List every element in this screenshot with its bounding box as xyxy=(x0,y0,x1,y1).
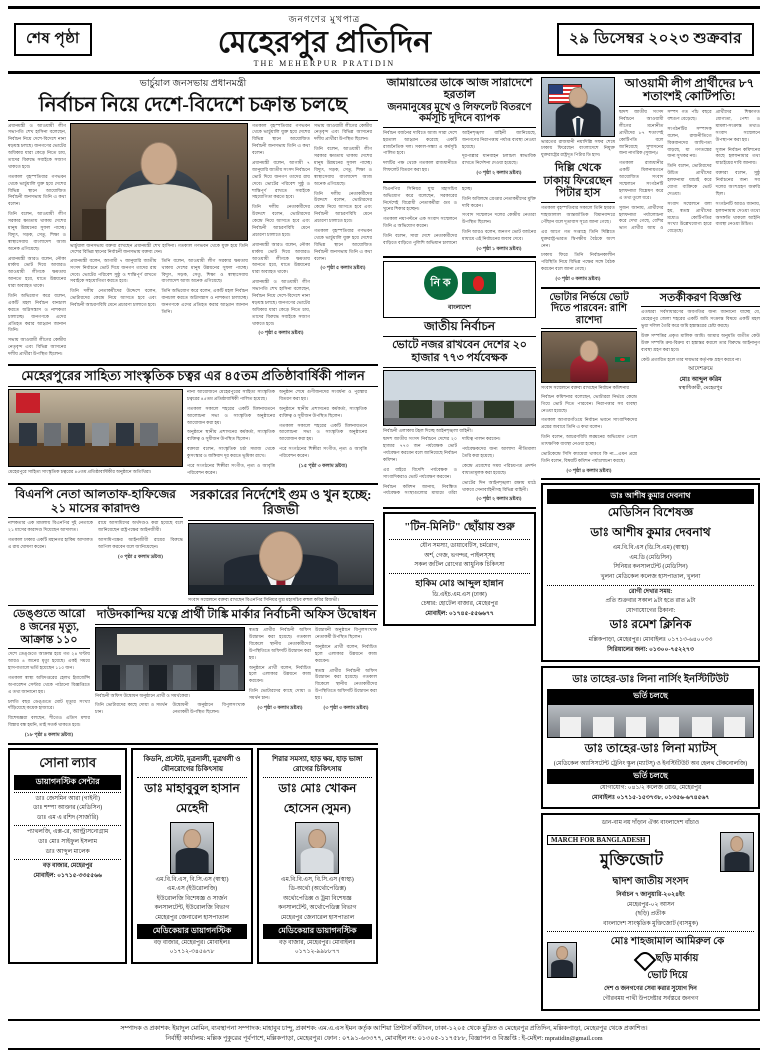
ad-muktijot-title: মুক্তিজোট xyxy=(599,852,664,869)
ad-spine-doctor: ডাঃ মোঃ খোকন হোসেন (সুমন) xyxy=(278,780,357,815)
ad-spine-clinic: মেডিকেয়ার ডায়াগনস্টিক xyxy=(263,924,372,939)
peter-haas-body: গতকাল বৃহস্পতিবার সকালে তিনি হযরত শাহজালাল আন্তর্জাতিক বিমানবন্দরে পৌঁছান বলে দূতাবাস সূত্রে জানা গেছে। এর আগে গত সপ্তাহে তিনি দিল্লিতে যুক্তরাষ্ট্র-ভারত দ্বিপক্ষীয় বৈঠকে অংশ নেন। ঢাকায় ফিরে তিনি নির্বাচনকালীন পরিস্থিতি নিয়ে বিভিন্ন পক্ষের সঙ্গে বৈঠক করবেন বলে জানা গেছে। (৩ পৃষ্ঠা ৩ কলাম দ্রষ্টব্য) xyxy=(541,205,615,283)
rasheda-headline: ভোটার নির্ভয়ে ভোট দিতে পারবেন: রাশি রাশেদা xyxy=(549,291,629,326)
ad-medicine-serial: সিরিয়ালের জন্য: ০১৩০০-৭৫২২৭৩ xyxy=(607,647,694,654)
masthead-date: ২৯ ডিসেম্বর ২০২৩ শুক্রবার xyxy=(557,23,754,56)
notice-signoff: আদেশক্রমে xyxy=(688,366,713,373)
bnp-jail-headline: বিএনপি নেতা আলতাফ-হাফিজের ২১ মাসের কারাদণ্ড xyxy=(15,486,176,515)
tanki-photo xyxy=(95,627,245,691)
ad-kidney-photo xyxy=(170,822,214,874)
ad-shona-line-0: ডাঃ জেসমিন আরা (গাইনী) xyxy=(35,795,100,802)
ad-shona-line-3: প্যাথলজি, এক্স-রে, আল্ট্রাসনোগ্রাম xyxy=(26,829,109,836)
notice-title: সতর্কীকরণ বিজ্ঞপ্তি xyxy=(659,291,742,304)
dengue-body: দেশে ডেঙ্গুতে আক্রান্ত হয়ে গত ২৪ ঘণ্টায় আরও ৪ জনের মৃত্যু হয়েছে। একই সময়ে হাসপাতালে ভর্তি হয়েছেন ১১০ জন। গতকাল স্বাস্থ্য অধিদপ্তরের হেলথ ইমার্জেন্সি অপারেশন সেন্টার থেকে পাঠানো বিজ্ঞপ্তিতে এ তথ্য জানানো হয়। চলতি বছর ডেঙ্গুতে মোট মৃত্যুর সংখ্যা দাঁড়িয়েছে কয়েক হাজারে। বিশেষজ্ঞরা বলছেন, শীতেও এডিস মশার বিস্তার বন্ধ হয়নি, তাই সতর্ক থাকতে হবে। (১৮ পৃষ্ঠা ৪ কলাম দ্রষ্টব্য) xyxy=(8,651,90,739)
lower-row xyxy=(8,608,378,739)
jamaat-headline: জামায়াতের ডাকে আজ সারাদেশে হরতাল xyxy=(386,76,533,102)
election-commission-logo: নি ক xyxy=(424,266,458,300)
shahittya-caption: মেহেরপুরে সাহিত্য সাংস্কৃতিক চত্বরের ৪৫তম প্রতিষ্ঠাবার্ষিকীর অনুষ্ঠানে অতিথিরা। xyxy=(8,468,152,474)
masthead-left-badge: শেষ পৃষ্ঠা xyxy=(14,23,92,56)
shahittya-photo xyxy=(8,389,183,467)
center-region xyxy=(383,77,536,1015)
notice-address: স্বত্বাধিকারী, মেহেরপুর xyxy=(678,385,723,392)
ad-spine-line-0: এম.বি.বি.এস, বি.সি.এস (স্বাস্থ্য) xyxy=(280,876,354,883)
national-election-headline: জাতীয় নির্বাচন xyxy=(423,319,496,334)
national-election-block xyxy=(383,261,536,334)
lead-photo xyxy=(70,123,248,241)
ad-muktijot-symbol2: ছড়ি মার্কায় xyxy=(655,953,699,965)
peter-haas-photo xyxy=(541,77,615,137)
ad-muktijot-candidate: মোঃ শাহজামাল আমিরুল কে xyxy=(610,936,725,948)
lead-col-1: প্রধানমন্ত্রী ও আওয়ামী লীগ সভাপতি শেখ হাসিনা বলেছেন, নির্বাচন নিয়ে দেশে-বিদেশে নানা ষড়যন্ত্র চলছে। জনগণের ভোটের অধিকার যারা কেড়ে নিতে চায়, তাদের বিরুদ্ধে সবাইকে সজাগ থাকতে হবে। গতকাল বৃহস্পতিবার গণভবন থেকে ভার্চুয়ালি যুক্ত হয়ে দেশের বিভিন্ন স্থানে আয়োজিত নির্বাচনী জনসভায় তিনি এ কথা বলেন। তিনি বলেন, আওয়ামী লীগ সরকার ক্ষমতায় থাকায় দেশের মানুষ উন্নয়নের সুফল পাচ্ছে। বিদ্যুৎ, সড়ক, সেতু, শিক্ষা ও স্বাস্থ্যসেবায় বাংলাদেশ আজ অনেক এগিয়েছে। প্রধানমন্ত্রী আরও বলেন, নৌকা মার্কায় ভোট দিয়ে আবারও আওয়ামী লীগকে ক্ষমতায় আনতে হবে, যাতে উন্নয়নের ধারা অব্যাহত থাকে। তিনি অভিযোগ করে বলেন, একটি মহল নির্বাচন বানচাল করতে অগ্নিসন্ত্রাস ও নাশকতা চালাচ্ছে। জনগণকে এদের প্রতিহত করার আহ্বান জানান তিনি। সভায় আওয়ামী লীগের কেন্দ্রীয় নেতৃবৃন্দ এবং বিভিন্ন আসনের দলীয় প্রার্থীরা উপস্থিত ছিলেন। xyxy=(8,122,66,357)
ad-muktijot-footer: গৌরবময় পাথী উপদেষ্টার সর্বস্তরে জনগণ xyxy=(602,995,699,1002)
dengue-headline: ডেঙ্গুতে আরো ৪ জনের মৃত্যু, আক্রান্ত ১১০ xyxy=(12,608,86,646)
tanki-col-1: স্বতন্ত্র প্রার্থীর নির্বাচনী অফিস উদ্বোধন করা হয়েছে। গতকাল বিকেলে স্থানীয় নেতাকর্মীদের উপস্থিতিতে অফিসটি উদ্বোধন করা হয়। অনুষ্ঠানে প্রার্থী বলেন, নির্বাচিত হলে এলাকার উন্নয়নে কাজ করবেন। তিনি ভোটারদের কাছে দোয়া ও সমর্থন চান। (৩ পৃষ্ঠা ৩ কলাম দ্রষ্টব্য) xyxy=(249,627,311,711)
ad-kidney-line-4: মেহেরপুর জেনারেল হাসপাতাল xyxy=(155,914,229,921)
ad-nursing-band: ভর্তি চলছে xyxy=(547,689,754,704)
footer-line-1: সম্পাদক ও প্রকাশক: ইয়াদুল মোমিন, ব্যবস্থাপনা সম্পাদক: মাহাবুব চান্দু, প্রকাশক: এম.এ.এস ইমন কর্তৃক আশিয়া প্রিন্টার্স কাঁটাবন, ঢাকা-১২০৫ থেকে মুদ্রিত ও মেহেরপুর প্রতিদিন, মল্লিকপাড়া, মেহেরপুর থেকে প্রকাশিত। xyxy=(120,1024,648,1032)
peter-haas-story xyxy=(541,77,615,284)
ad-spine-title: শিরার সমস্যা, হাড় ক্ষয়, হাড় ভাঙ্গা রোগের চিকিৎসায় xyxy=(272,754,363,774)
ad-medicine-line-3: খুলনা মেডিকেল কলেজ হাসপাতাল, খুলনা xyxy=(600,574,701,581)
ad-spine-contact: বড় বাজার, মেহেরপুর। মোবাইলঃ ০১৭১২-৯৯৮৮৭৭ xyxy=(279,939,356,956)
right-region xyxy=(541,77,760,1015)
jamaat-body: নির্বাচন বর্জনের দাবিতে আজ সারা দেশে হরতাল আহ্বান করেছে একটি রাজনৈতিক দল। সকাল-সন্ধ্যা এ কর্মসূচি পালিত হবে। দলটির পক্ষ থেকে গতকাল রাজধানীতে লিফলেট বিতরণ করা হয়। আইনশৃঙ্খলা বাহিনী জানিয়েছে, জনগণের নিরাপত্তায় পর্যাপ্ত ব্যবস্থা নেওয়া হয়েছে। দূরপাল্লার যানবাহন চলাচল স্বাভাবিক রাখতে নির্দেশনা দেওয়া হয়েছে। (৩ পৃষ্ঠা ২ কলাম দ্রষ্টব্য) xyxy=(383,129,536,177)
left-region xyxy=(8,77,378,1015)
rasheda-row xyxy=(541,292,760,476)
ad-medicine-line-6: যোগাযোগের ঠিকানা: xyxy=(625,607,676,614)
rizvi-headline: সরকারের নির্দেশেই গুম ও খুন হচ্ছে: রিজভী xyxy=(190,486,372,517)
rizvi-story xyxy=(188,488,374,604)
ad-muktijot-election: নির্বাচন ৭ জানুয়ারি-২০২৪ইং xyxy=(616,892,685,898)
ad-medicine-contact: মল্লিকপাড়া, মেহেরপুর। মোবাইলঃ ০১৭১৩-৬৪০০৩৩ xyxy=(588,637,713,644)
ad-muktijot-parliament: দ্বাদশ জাতীয় সংসদ xyxy=(612,876,689,887)
peter-haas-headline: দিল্লি থেকে ঢাকায় ফিরেছেন পিটার হাস xyxy=(543,162,613,200)
lead-col-4: সভায় আওয়ামী লীগের কেন্দ্রীয় নেতৃবৃন্দ এবং বিভিন্ন আসনের দলীয় প্রার্থীরা উপস্থিত ছিলেন। তিনি বলেন, আওয়ামী লীগ সরকার ক্ষমতায় থাকায় দেশের মানুষ উন্নয়নের সুফল পাচ্ছে। বিদ্যুৎ, সড়ক, সেতু, শিক্ষা ও স্বাস্থ্যসেবায় বাংলাদেশ আজ অনেক এগিয়েছে। তিনি দলীয় নেতাকর্মীদের উদ্দেশে বলেন, ভোটারদের কেন্দ্রে নিয়ে আসতে হবে এবং নির্বাচনী আচরণবিধি মেনে প্রচারণা চালাতে হবে। গতকাল বৃহস্পতিবার গণভবন থেকে ভার্চুয়ালি যুক্ত হয়ে দেশের বিভিন্ন স্থানে আয়োজিত নির্বাচনী জনসভায় তিনি এ কথা বলেন। (৩ পৃষ্ঠা ৫ কলাম দ্রষ্টব্য) xyxy=(314,122,372,272)
jamaat-story xyxy=(383,77,536,178)
lead-story xyxy=(8,77,378,362)
mid-row xyxy=(8,488,378,604)
ad-nursing-photo xyxy=(547,704,754,738)
ad-medicine-line-5: প্রতি শুক্রবার সকাল ৯টা হতে রাত ৯টা xyxy=(605,598,696,605)
lead-body-under-photo: প্রধানমন্ত্রী বলেন, আগামী ৭ জানুয়ারি জাতীয় সংসদ নির্বাচনে ভোট দিয়ে জনগণ তাদের রায় দেবে। ভোটের পরিবেশ সুষ্ঠু ও শান্তিপূর্ণ রাখতে সবাইকে সহযোগিতা করতে হবে। তিনি দলীয় নেতাকর্মীদের উদ্দেশে বলেন, ভোটারদের কেন্দ্রে নিয়ে আসতে হবে এবং নির্বাচনী আচরণবিধি মেনে প্রচারণা চালাতে হবে। তিনি বলেন, আওয়ামী লীগ সরকার ক্ষমতায় থাকায় দেশের মানুষ উন্নয়নের সুফল পাচ্ছে। বিদ্যুৎ, সড়ক, সেতু, শিক্ষা ও স্বাস্থ্যসেবায় বাংলাদেশ আজ অনেক এগিয়েছে। তিনি অভিযোগ করে বলেন, একটি মহল নির্বাচন বানচাল করতে অগ্নিসন্ত্রাস ও নাশকতা চালাচ্ছে। জনগণকে এদের প্রতিহত করার আহ্বান জানান তিনি। xyxy=(70,257,248,315)
ad-muktijot-vote: ভোট দিয়ে xyxy=(647,970,688,982)
ad-tin-line-2: সকল জটিল রোগের আধুনিক চিকিৎসা xyxy=(414,562,505,569)
shahittya-headline: মেহেরপুরের সাহিত্য সাংস্কৃতিক চত্বর এর ৪৫তম প্রতিষ্ঠাবার্ষিকী পালন xyxy=(21,368,365,383)
observer-photo xyxy=(383,370,536,426)
tanki-caption: নির্বাচনী অফিস উদ্বোধন অনুষ্ঠানে প্রার্থী ও সমর্থকেরা। xyxy=(95,693,191,699)
ad-nursing-institute[interactable] xyxy=(541,666,760,810)
ad-spine-photo xyxy=(295,822,339,874)
ad-shona-title: সোনা ল্যাব xyxy=(39,754,97,770)
ad-muktijot-symbol: (ছড়ি) প্রতীক xyxy=(635,911,666,918)
shahittya-col-1: নানা আয়োজনে মেহেরপুরের সাহিত্য সাংস্কৃতিক চত্বরের ৪৫তম প্রতিষ্ঠাবার্ষিকী পালিত হয়েছে। গতকাল সকালে শহরের একটি মিলনায়তনে আলোচনা সভা ও সাংস্কৃতিক অনুষ্ঠানের আয়োজন করা হয়। অনুষ্ঠানে স্থানীয় প্রশাসনের কর্মকর্তা, সাংস্কৃতিক ব্যক্তিত্ব ও সুধীজন উপস্থিত ছিলেন। বক্তারা বলেন, সাংস্কৃতিক চর্চা সমাজ থেকে কুসংস্কার ও জঙ্গিবাদ দূর করতে ভূমিকা রাখে। পরে সংগঠনের শিল্পীরা সংগীত, নৃত্য ও আবৃত্তি পরিবেশন করেন। xyxy=(187,388,275,475)
ad-nursing-contact: যোগাযোগ: ০৪১/২ কলেজ রোড, মেহেরপুর xyxy=(599,785,702,792)
bottom-ads-left xyxy=(8,748,378,968)
ad-muktijot-seat: মেহেরপুর-০২ আসন xyxy=(626,901,675,908)
ad-medicine-title: মেডিসিন বিশেষজ্ঞ xyxy=(607,505,694,520)
ad-medicine-band: ডাঃ আশীষ কুমার দেবনাথ xyxy=(547,489,754,504)
masthead-title: মেহেরপুর প্রতিদিন xyxy=(217,26,432,59)
ad-spine-line-3: কনসালটেন্ট, অর্থোপেডিক্স বিভাগ xyxy=(278,905,357,912)
ad-nursing-band2: ভর্তি চলছে xyxy=(547,769,754,784)
rasheda-story xyxy=(541,292,637,476)
bnp-jail-story xyxy=(8,488,183,604)
ad-muktijot-org: বাংলাদেশ সাংস্কৃতিক মুক্তিজোট (বাসমুক) xyxy=(603,920,698,927)
ad-kidney[interactable] xyxy=(131,748,252,964)
bangladesh-flag-icon xyxy=(462,272,496,294)
shahittya-story xyxy=(8,369,378,480)
ad-shona-band: ডায়াগনস্টিক সেন্টার xyxy=(14,775,121,790)
ad-kidney-clinic: মেডিকেয়ার ডায়াগনস্টিক xyxy=(137,924,246,939)
kotipoti-story xyxy=(619,77,760,284)
notice-signer: মোঃ আব্দুল করিম xyxy=(679,377,722,384)
ad-tin-minute[interactable] xyxy=(383,512,536,626)
ad-muktijot[interactable] xyxy=(541,813,760,1010)
observer-story xyxy=(383,339,536,504)
lead-kicker: ভার্চুয়াল জনসভায় প্রধানমন্ত্রী xyxy=(139,78,247,89)
ad-muktijot-slogan: দেশ ও জনগণের সেবা করার সুযোগ দিন xyxy=(604,986,697,993)
ad-kidney-line-2: ইউরোলজি বিশেষজ্ঞ ও সার্জন xyxy=(156,895,228,902)
ad-spine[interactable] xyxy=(257,748,378,964)
ad-shona-line-5: ডাঃ আব্দুল মালেক xyxy=(45,848,90,855)
ad-medicine-line-4: রোগী দেখার সময়: xyxy=(628,588,673,595)
nid-badge-bottom: বাংলাদেশ xyxy=(448,305,471,312)
masthead-center xyxy=(92,12,557,68)
rizvi-photo xyxy=(188,523,374,595)
ad-medicine-name: ডাঃ আশীষ কুমার দেবনাথ xyxy=(590,525,711,540)
ad-muktijot-candidate-photo xyxy=(547,942,577,978)
notice-block xyxy=(641,292,760,476)
ad-medicine-line-2: সিনিয়র কনসালটেন্ট (মেডিসিন) xyxy=(613,564,688,571)
rizvi-caption: সংবাদ সম্মেলনে বক্তব্য রাখছেন বিএনপির সিনিয়র যুগ্ম মহাসচিব রুহুল কবির রিজভী। xyxy=(188,596,339,602)
rasheda-caption: সংবাদ সম্মেলনে বক্তব্য রাখছেন নির্বাচন কমিশনার xyxy=(541,385,630,391)
ad-kidney-doctor: ডাঃ মাহাবুবুল হাসান মেহেদী xyxy=(144,780,240,815)
ad-muktijot-photo xyxy=(720,832,754,872)
ad-nursing-name: ডাঃ তাহের-ডাঃ লিনা ম্যাটস্ xyxy=(584,740,717,755)
ad-tin-title: "টিন-মিনিট" ছোঁয়ায় শুরু xyxy=(404,520,515,533)
lead-headline: নির্বাচন নিয়ে দেশে-বিদেশে চক্রান্ত চলছে xyxy=(38,93,348,116)
peter-haas-body-top: ভারতের রাজধানী নয়াদিল্লি সফর শেষে ঢাকায় ফিরেছেন বাংলাদেশে নিযুক্ত যুক্তরাষ্ট্রের রাষ্ট্রদূত পিটার ডি হাস। xyxy=(541,138,615,158)
ad-tin-line-5: চেম্বার: হোটেল বাজার, মেহেরপুর xyxy=(421,601,498,608)
ad-nursing-sub: (মেডিকেল অ্যাসিসটেন্ট ট্রেনিং স্কুল (ম্যাটস্) ও ইনস্টিটিউট অব হেলথ টেকনোলজি) xyxy=(553,760,748,767)
bnp-jail-body: নাশকতার এক মামলায় বিএনপির দুই নেতাকে ২১ মাসের কারাদণ্ড দিয়েছেন আদালত। গতকাল ঢাকার একটি মহানগর হাকিম আদালত এ রায় ঘোষণা করেন। রায়ে আসামিদের অর্থদণ্ডও করা হয়েছে বলে জানিয়েছেন রাষ্ট্রপক্ষের আইনজীবী। আসামিপক্ষের আইনজীবী রায়ের বিরুদ্ধে আপিল করবেন বলে জানিয়েছেন। (৩ পৃষ্ঠা ৫ কলাম দ্রষ্টব্য) xyxy=(8,520,183,560)
footer-line-2: নির্বাহী কার্যালয়: মল্লিক পুকুরের পূর্বপাশে, মল্লিকপাড়া, মেহেরপুর। ফোন : ০৭৯১-৬৩৩৭৭, মোবাইল নং: ০১৩০৫-১১৭৫৮৮, বিজ্ঞাপন ও বিজ্ঞপ্তি : ই-মেইল: mpratidin@gmail.com xyxy=(165,1035,603,1043)
ad-kidney-line-3: কনসালটেন্ট, ইউরোলজি বিভাগ xyxy=(154,905,230,912)
ad-spine-line-2: অর্থোপেডিক্স ও ট্রমা বিশেষজ্ঞ xyxy=(283,895,352,902)
ad-nursing-phones: মোবাইলঃ ০১৭১৫-১৫৩৭৩৮, ০১৩৫৬-৬৭৪৫৬৭ xyxy=(591,794,710,801)
ad-spine-line-4: মেহেরপুর জেনারেল হাসপাতাল xyxy=(280,914,355,921)
ad-shona-phone: মোবাইল: ০১৭১৫-৩৩৫৫৬৬ xyxy=(33,872,102,879)
tanki-story xyxy=(95,608,378,739)
masthead xyxy=(8,6,760,74)
lead-col-3: গতকাল বৃহস্পতিবার গণভবন থেকে ভার্চুয়ালি যুক্ত হয়ে দেশের বিভিন্ন স্থানে আয়োজিত নির্বাচনী জনসভায় তিনি এ কথা বলেন। প্রধানমন্ত্রী বলেন, আগামী ৭ জানুয়ারি জাতীয় সংসদ নির্বাচনে ভোট দিয়ে জনগণ তাদের রায় দেবে। ভোটের পরিবেশ সুষ্ঠু ও শান্তিপূর্ণ রাখতে সবাইকে সহযোগিতা করতে হবে। তিনি দলীয় নেতাকর্মীদের উদ্দেশে বলেন, ভোটারদের কেন্দ্রে নিয়ে আসতে হবে এবং নির্বাচনী আচরণবিধি মেনে প্রচারণা চালাতে হবে। প্রধানমন্ত্রী আরও বলেন, নৌকা মার্কায় ভোট দিয়ে আবারও আওয়ামী লীগকে ক্ষমতায় আনতে হবে, যাতে উন্নয়নের ধারা অব্যাহত থাকে। প্রধানমন্ত্রী ও আওয়ামী লীগ সভাপতি শেখ হাসিনা বলেছেন, নির্বাচন নিয়ে দেশে-বিদেশে নানা ষড়যন্ত্র চলছে। জনগণের ভোটের অধিকার যারা কেড়ে নিতে চায়, তাদের বিরুদ্ধে সবাইকে সজাগ থাকতে হবে। (৩ পৃষ্ঠা ৫ কলাম দ্রষ্টব্য) xyxy=(252,122,310,337)
ad-tin-line-1: অর্শ, গেজ, ভগন্দর, পাইলস্‌সহ xyxy=(424,552,495,559)
nid-card xyxy=(383,261,536,318)
ad-medicine-line-0: এম.বি.বি.এস (ডি.সি.এম) (স্বাস্থ্য) xyxy=(612,545,689,552)
kotipoti-headline: আওয়ামী লীগ প্রার্থীদের ৮৭ শতাংশই কোটিপতি! xyxy=(624,75,755,104)
lead-photo-caption: ভার্চুয়াল জনসভায় বক্তব্য রাখছেন প্রধানমন্ত্রী শেখ হাসিনা। গতকাল গণভবন থেকে যুক্ত হয়ে তিনি দেশের বিভিন্ন স্থানের নির্বাচনী জনসভায় বক্তব্য দেন। xyxy=(70,242,248,255)
page-footer xyxy=(8,1019,760,1051)
ad-shona-address: বড় বাজার, মেহেরপুর xyxy=(42,863,93,870)
ad-medicine-line-1: এম.ডি (মেডিসিন) xyxy=(629,554,672,561)
ad-kidney-line-0: এম.বি.বি.এস, বি.সি.এস (স্বাস্থ্য) xyxy=(155,876,229,883)
ad-tin-doctor: হাকিম মোঃ আব্দুল হান্নান xyxy=(415,577,504,588)
ad-muktijot-topline: ডান-বাম নয় দাঁড়ান ঐক্য বাংলাদেশ বাঁচাও xyxy=(601,820,700,827)
ad-tin-phone: মোবাইল: ০১৭৪৫-৫৫৬৬৭৭ xyxy=(425,610,494,617)
ad-medicine-clinic: ডাঃ রমেশ ক্লিনিক xyxy=(609,617,692,632)
ad-kidney-title: কিডনি, প্রস্টেট, মূত্রনালী, মূত্রথলী ও যৌনরোগের চিকিৎসায় xyxy=(143,754,241,774)
rasheda-photo xyxy=(541,331,637,383)
tanki-headline: দাউদকান্দিয় যত্নে প্রার্থী টাঙ্কি মার্কার নির্বাচনী অফিস উদ্বোধন xyxy=(96,607,377,622)
ad-medicine-specialist[interactable] xyxy=(541,483,760,661)
rasheda-body: নির্বাচন কমিশনার বলেছেন, ভোটাররা নির্ভয়ে কেন্দ্রে গিয়ে ভোট দিতে পারবেন। নিরাপত্তার সব ব্যবস্থা নেওয়া হয়েছে। গতকাল আগারগাঁওয়ে নির্বাচন ভবনে সাংবাদিকদের প্রশ্নের জবাবে তিনি এ কথা বলেন। তিনি বলেন, আচরণবিধি লঙ্ঘনের অভিযোগ পেলে তাৎক্ষণিক ব্যবস্থা নেওয়া হচ্ছে। ভোটকেন্দ্রে সিসি ক্যামেরা থাকবে কি না—এমন প্রশ্নে তিনি বলেন, বিষয়টি কমিশন পর্যালোচনা করছে। (৩ পৃষ্ঠা ৪ কলাম দ্রষ্টব্য) xyxy=(541,393,637,474)
page-columns xyxy=(8,77,760,1015)
rizvi-body: বিএনপির সিনিয়র যুগ্ম মহাসচিব অভিযোগ করে বলেছেন, সরকারের নির্দেশেই বিরোধী নেতাকর্মীরা গুম ও খুনের শিকার হচ্ছেন। গতকাল নয়াপল্টনে এক সংবাদ সম্মেলনে তিনি এ অভিযোগ করেন। তিনি বলেন, সারা দেশে নেতাকর্মীদের বাড়িতে বাড়িতে পুলিশি অভিযান চালানো হচ্ছে। তিনি অবিলম্বে গ্রেপ্তার নেতাকর্মীদের মুক্তি দাবি করেন। সংবাদ সম্মেলনে দলের কেন্দ্রীয় নেতারা উপস্থিত ছিলেন। তিনি আরও বলেন, জনগণ ভোট বর্জনের মাধ্যমে এই নির্বাচনের জবাব দেবে। (৩ পৃষ্ঠা ১ কলাম দ্রষ্টব্য) xyxy=(383,185,536,252)
tanki-col-2: উদ্বোধনী অনুষ্ঠানে বিপুলসংখ্যক নেতাকর্মী উপস্থিত ছিলেন। অনুষ্ঠানে প্রার্থী বলেন, নির্বাচিত হলে এলাকার উন্নয়নে কাজ করবেন। স্বতন্ত্র প্রার্থীর নির্বাচনী অফিস উদ্বোধন করা হয়েছে। গতকাল বিকেলে স্থানীয় নেতাকর্মীদের উপস্থিতিতে অফিসটি উদ্বোধন করা হয়। (৩ পৃষ্ঠা ৩ কলাম দ্রষ্টব্য) xyxy=(315,627,377,711)
ad-kidney-line-1: এম.এস (ইউরোলজি) xyxy=(166,886,218,893)
kotipoti-body: দ্বাদশ জাতীয় সংসদ নির্বাচনে আওয়ামী লীগের মনোনীত প্রার্থীদের ৮৭ শতাংশই কোটিপতি বলে জানিয়েছে সুশাসনের জন্য নাগরিক (সুজন)। গতকাল রাজধানীর একটি মিলনায়তনে আয়োজিত সংবাদ সম্মেলনে সংগঠনটি হলফনামা বিশ্লেষণ করে এ তথ্য তুলে ধরে। সুজন জানায়, প্রার্থীদের হলফনামা পর্যালোচনা করে দেখা গেছে, বেশির ভাগ প্রার্থীর আয় ও সম্পদ গত পাঁচ বছরে বহুগুণ বেড়েছে। সংগঠনটির সম্পাদক বলেন, রাজনীতিতে বিত্তবানদের আধিপত্য বাড়ছে, যা গণতন্ত্রের জন্য সুখকর নয়। তিনি বলেন, ভোটারদের উচিত প্রার্থীদের হলফনামা যাচাই করে যোগ্য ব্যক্তিকে ভোট দেওয়া। সংবাদ সম্মেলনে বলা হয়, স্বতন্ত্র প্রার্থীদের মধ্যেও কোটিপতির সংখ্যা উল্লেখযোগ্য হারে বেড়েছে। প্রার্থীদের শিক্ষাগত যোগ্যতা, পেশা ও মামলা-সংক্রান্ত তথ্যও সংবাদ সম্মেলনে উপস্থাপন করা হয়। সুজন নির্বাচন কমিশনের কাছে হলফনামার তথ্য যাচাইয়ের দাবি জানায়। বক্তারা বলেন, সুষ্ঠু নির্বাচনের জন্য সব দলের অংশগ্রহণ জরুরি ছিল। সংগঠনটি আরও জানায়, হলফনামায় দেওয়া তথ্যে অসঙ্গতি থাকলে আইনি ব্যবস্থা নেওয়া উচিত। xyxy=(619,109,760,234)
masthead-kicker: জনগণের মুখপাত্র xyxy=(288,14,361,24)
ad-nursing-title: ডাঃ তাহের-ডাঃ লিনা নার্সিং ইনস্টিটিউট xyxy=(572,673,729,685)
right-top-row xyxy=(541,77,760,284)
ad-muktijot-march: MARCH FOR BANGLADESH xyxy=(547,835,650,845)
ad-shona-line-2: ডাঃ এম এ রশিদ (সার্জারি) xyxy=(36,814,99,821)
ad-tin-line-0: যৌন সমস্যা, ডায়াবেটিস, চর্মরোগ, xyxy=(419,542,499,549)
ad-shona-lab[interactable] xyxy=(8,748,127,964)
dengue-story xyxy=(8,608,90,739)
notice-body: এতদ্বারা সর্বসাধারণের অবগতির জন্য জানানো যাচ্ছে যে, মেহেরপুর জেলা শহরের একটি জমি সংক্রান্ত বিষয়ে একটি মহল ভুয়া দলিল তৈরি করে জমি হস্তান্তরের চেষ্টা করছে। উক্ত সম্পত্তির প্রকৃত মালিক আমি। আমার অনুমতি ব্যতীত কেউ উক্ত সম্পত্তি ক্রয়-বিক্রয় বা হস্তান্তর করলে তার বিরুদ্ধে আইনানুগ ব্যবস্থা গ্রহণ করা হবে। কেউ প্রতারিত হলে তার দায়ভার কর্তৃপক্ষ গ্রহণ করবে না। xyxy=(641,309,760,362)
ad-spine-line-1: ডি-অর্থো (অর্থোপেডিক্স) xyxy=(288,886,346,893)
ad-kidney-contact: বড় বাজার, মেহেরপুর। মোবাইলঃ ০১৭১২-৩৪৫৬৭৮ xyxy=(153,939,231,956)
ad-tin-line-4: ডি.এইচ.এম.এস (ঢাকা) xyxy=(432,591,487,598)
tanki-body-lower: তিনি ভোটারদের কাছে দোয়া ও সমর্থন চান। উদ্বোধনী অনুষ্ঠানে বিপুলসংখ্যক নেতাকর্মী উপস্থিত ছিলেন। xyxy=(95,701,245,714)
shahittya-col-2: অনুষ্ঠান শেষে গুণীজনদের সংবর্ধনা ও পুরস্কার বিতরণ করা হয়। অনুষ্ঠানে স্থানীয় প্রশাসনের কর্মকর্তা, সাংস্কৃতিক ব্যক্তিত্ব ও সুধীজন উপস্থিত ছিলেন। গতকাল সকালে শহরের একটি মিলনায়তনে আলোচনা সভা ও সাংস্কৃতিক অনুষ্ঠানের আয়োজন করা হয়। পরে সংগঠনের শিল্পীরা সংগীত, নৃত্য ও আবৃত্তি পরিবেশন করেন। (১৫ পৃষ্ঠা ৩ কলাম দ্রষ্টব্য) xyxy=(279,388,367,469)
observer-caption: নির্বাচনী এলাকায় টহল দিচ্ছে আইনশৃঙ্খলা বাহিনী। xyxy=(383,427,473,433)
ad-shona-line-4: ডাঃ মোঃ সাইফুল ইসলাম xyxy=(38,838,98,845)
ad-shona-line-1: ডাঃ শম্পা আক্তার (মেডিসিন) xyxy=(33,805,103,812)
observer-headline: ভোটে নজর রাখবেন দেশের ২০ হাজার ৭৭৩ পর্যবেক্ষক xyxy=(392,339,527,364)
jamaat-subhead: জনমানুষের মুখে ও লিফলেট বিতরণে কর্মসূচি দুদিনে ব্যাপক xyxy=(387,101,532,125)
masthead-subtitle: THE MEHERPUR PRATIDIN xyxy=(253,58,396,68)
observer-body: দ্বাদশ জাতীয় সংসদ নির্বাচনে দেশের ২০ হাজার ৭৭৩ জন পর্যবেক্ষক ভোট পর্যবেক্ষণ করবেন বলে জানিয়েছে নির্বাচন কমিশন। এর বাইরে বিদেশি পর্যবেক্ষক ও সাংবাদিকরাও ভোট পর্যবেক্ষণ করবেন। নির্বাচন কমিশন জানায়, নিবন্ধিত পর্যবেক্ষক সংস্থাগুলোর মাধ্যমে তাঁরা দায়িত্ব পালন করবেন। পর্যবেক্ষকদের জন্য আলাদা নীতিমালা তৈরি করা হয়েছে। কেন্দ্রে প্রবেশের সময় পরিচয়পত্র প্রদর্শন বাধ্যতামূলক করা হয়েছে। ভোটের দিন আইনশৃঙ্খলা রক্ষায় মাঠে থাকবে সেনাবাহিনীসহ বিভিন্ন বাহিনী। (৩ পৃষ্ঠা ২ কলাম দ্রষ্টব্য) xyxy=(383,436,536,503)
